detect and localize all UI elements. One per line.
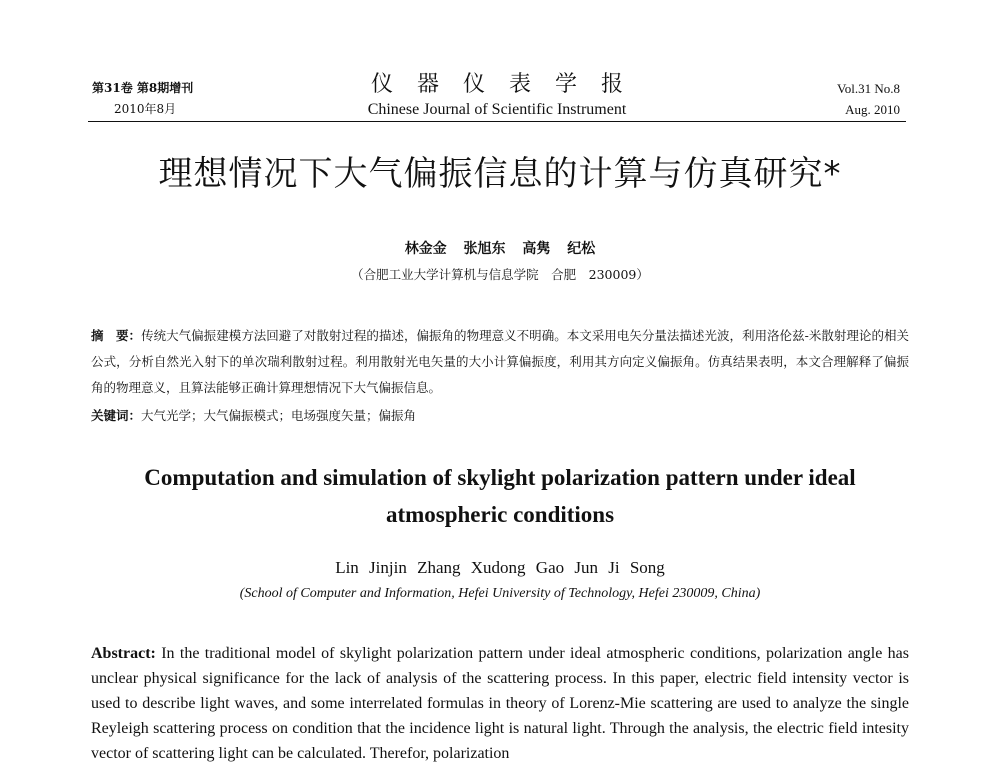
- keywords-cn: [91, 405, 909, 427]
- paper-title-en: Computation and simulation of skylight polarization pattern under ideal atmospheric conditions: [144, 465, 856, 527]
- abstract-en-label: Abstract:: [91, 645, 156, 662]
- abstract-cn-text: 传统大气偏振建模方法回避了对散射过程的描述，偏振角的物理意义不明确。本文采用电矢分量法描述光波，利用洛伦兹-米散射理论的相关公式，分析自然光入射下的单次瑞利散射过程。利用散射光电矢量的大小计算偏振度，利用其方向定义偏振角。仿真结果表明，本文合理解释了偏振角的物理意义，且算法能够正确计算理想情况下大气偏振信息。: [91, 328, 909, 395]
- volume-issue-cn: 第31卷 第8期增刊: [92, 81, 194, 95]
- journal-header: [88, 70, 906, 122]
- authors-cn: 林金金 张旭东 高隽 纪松: [404, 241, 596, 257]
- authors-en: Lin Jinjin Zhang Xudong Gao Jun Ji Song: [335, 558, 665, 577]
- header-center: [88, 70, 906, 120]
- paper-title-cn: 理想情况下大气偏振信息的计算与仿真研究*: [158, 154, 842, 194]
- abstract-cn-label: 摘 要：: [91, 328, 142, 343]
- journal-title-cn: 仪器仪表学报: [370, 72, 647, 97]
- abstract-en-text: In the traditional model of skylight polarization pattern under ideal atmospheric conditions, polarization angle has unclear physical significance for the lack of analysis of the scattering process. In this paper, electric field intensity vector is used to describe light waves, and some interrelated formulas in theory of Lorenz-Mie scattering are used to analyze the single Reyleigh scattering process on condition that the incidence light is natural light. Through the analysis, the electric field intesity vector of scattering light can be calculated. Therefor, polarization: [91, 645, 910, 762]
- date-cn: 2010年8月: [114, 102, 177, 116]
- keywords-cn-text: 大气光学；大气偏振模式；电场强度矢量；偏振角: [141, 408, 417, 423]
- header-rule: [88, 121, 906, 122]
- journal-title-en: Chinese Journal of Scientific Instrument: [367, 101, 627, 118]
- keywords-cn-label: 关键词：: [91, 408, 142, 423]
- date-en: Aug. 2010: [845, 102, 900, 117]
- abstract-en: [91, 641, 909, 766]
- volume-issue-en: Vol.31 No.8: [837, 81, 900, 96]
- affiliation-en: (School of Computer and Information, Hefei University of Technology, Hefei 230009, China): [239, 586, 761, 601]
- header-right: [837, 78, 900, 120]
- affiliation-cn: （合肥工业大学计算机与信息学院 合肥 230009）: [351, 267, 649, 282]
- abstract-cn: [91, 323, 909, 401]
